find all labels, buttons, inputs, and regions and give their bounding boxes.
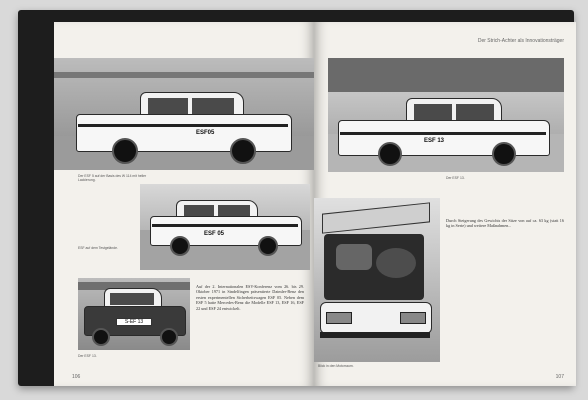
photo-esf05-side [54,58,314,170]
photo-esf13-rear [78,278,190,350]
right-page [314,22,576,386]
esf05-decal-side: ESF05 [196,130,215,136]
license-plate-esf13-rear: S-EF 13 [116,318,152,326]
left-page [54,22,314,386]
photo-engine-bay [314,198,440,362]
left-body-text: Auf der 2. Internationalen ESV-Konferenz vom 26. bis 29. Oktober 1971 in Sindelfingen präsentierte Daimler-Benz den ersten experimentellen Sicherheitswagen ESF 05. Neben dem ESF 5 hatte Mercedes-Benz die Modelle ESF 13, ESF 16, ESF 22 und ESF 24 entwickelt. [196,284,306,311]
page-number-left: 106 [72,374,81,380]
caption-right-photo1: Der ESF 13. [446,176,465,180]
caption-engine-bay: Blick in den Motorraum. [318,364,354,368]
esf13-decal: ESF 13 [424,138,445,144]
open-book [18,10,574,386]
caption-photo1: Der ESF 5 auf der Basis des W 114 mit heller Lackierung. [78,174,147,183]
caption-photo3: Der ESF 13. [78,354,97,358]
photo-esf05-front [140,184,310,270]
caption-photo2: ESF auf dem Testgelände. [78,246,118,250]
page-number-right: 107 [555,374,564,380]
photo-esf13-side [328,58,564,172]
running-head: Der Strich-Achter als Innovationsträger [477,38,564,44]
right-body-text: Durch Steigerung des Gewichts der Sitze von auf ca. 63 kg (statt 16 kg in Serie) und weitere Maßnahmen... [446,218,566,229]
esf05-decal-front: ESF 05 [204,231,225,237]
